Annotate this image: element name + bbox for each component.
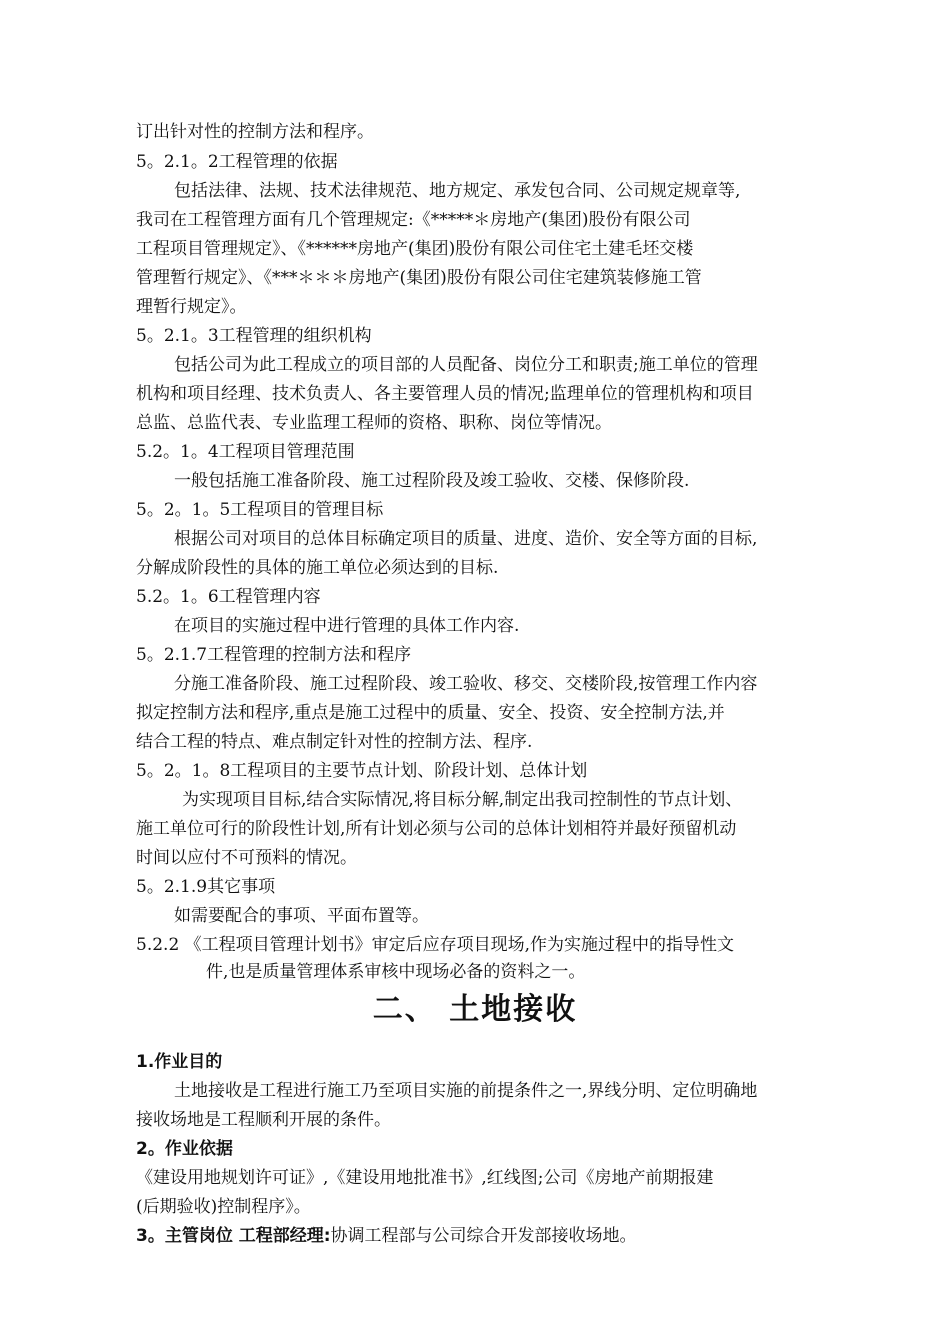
paragraph-line: (后期验收)控制程序》。 [136,1197,311,1217]
paragraph-line: 时间以应付不可预料的情况。 [136,848,357,868]
section-heading: 5.2。1。4工程项目管理范围 [136,442,355,462]
paragraph-line: 件,也是质量管理体系审核中现场必备的资料之一。 [206,962,586,982]
paragraph-line: 机构和项目经理、技术负责人、各主要管理人员的情况;监理单位的管理机构和项目 [136,384,754,404]
paragraph-line: 拟定控制方法和程序,重点是施工过程中的质量、安全、投资、安全控制方法,并 [136,703,725,723]
paragraph-line: 工程项目管理规定》、《******房地产(集团)股份有限公司住宅土建毛坯交楼 [136,239,694,259]
section-heading: 5。2.1.7工程管理的控制方法和程序 [136,645,412,665]
section-heading: 5。2。1。8工程项目的主要节点计划、阶段计划、总体计划 [136,761,588,781]
paragraph-line: 如需要配合的事项、平面布置等。 [174,906,429,926]
section-heading: 5.2。1。6工程管理内容 [136,587,321,607]
section-heading: 5。2.1.9其它事项 [136,877,276,897]
section-heading [136,1226,637,1246]
paragraph-line: 为实现项目目标,结合实际情况,将目标分解,制定出我司控制性的节点计划、 [182,790,743,810]
section-heading: 5。2.1。3工程管理的组织机构 [136,326,372,346]
chapter-title: 二、 土地接收 [372,992,578,1027]
section-heading: 5。2.1。2工程管理的依据 [136,152,338,172]
role-label: 3。主管岗位 工程部经理: [136,1226,331,1246]
paragraph-line: 包括公司为此工程成立的项目部的人员配备、岗位分工和职责;施工单位的管理 [174,355,758,375]
paragraph-line: 一般包括施工准备阶段、施工过程阶段及竣工验收、交楼、保修阶段. [174,471,690,491]
paragraph-line: 在项目的实施过程中进行管理的具体工作内容. [174,616,520,636]
paragraph-line: 土地接收是工程进行施工乃至项目实施的前提条件之一,界线分明、定位明确地 [174,1081,758,1101]
paragraph-line: 我司在工程管理方面有几个管理规定:《*****＊房地产(集团)股份有限公司 [136,210,691,230]
paragraph-line: 结合工程的特点、难点制定针对性的控制方法、程序. [136,732,533,752]
paragraph-line: 管理暂行规定》、《***＊＊＊房地产(集团)股份有限公司住宅建筑装修施工管 [136,268,702,288]
paragraph-line: 接收场地是工程顺利开展的条件。 [136,1110,391,1130]
paragraph-line: 施工单位可行的阶段性计划,所有计划必须与公司的总体计划相符并最好预留机动 [136,819,737,839]
section-heading: 2。作业依据 [136,1139,233,1159]
paragraph-line: 总监、总监代表、专业监理工程师的资格、职称、岗位等情况。 [136,413,612,433]
section-heading: 5.2.2 《工程项目管理计划书》审定后应存项目现场,作为实施过程中的指导性文 [136,935,735,955]
paragraph-line: 《建设用地规划许可证》,《建设用地批准书》,红线图;公司《房地产前期报建 [136,1168,714,1188]
paragraph-line: 订出针对性的控制方法和程序。 [136,122,374,142]
role-description: 协调工程部与公司综合开发部接收场地。 [330,1226,637,1246]
paragraph-line: 包括法律、法规、技术法律规范、地方规定、承发包合同、公司规定规章等, [174,181,741,201]
paragraph-line: 根据公司对项目的总体目标确定项目的质量、进度、造价、安全等方面的目标, [174,529,758,549]
section-heading: 5。2。1。5工程项目的管理目标 [136,500,384,520]
section-heading: 1.作业目的 [136,1052,223,1072]
paragraph-line: 分解成阶段性的具体的施工单位必须达到的目标. [136,558,499,578]
paragraph-line: 理暂行规定》。 [136,297,247,317]
paragraph-line: 分施工准备阶段、施工过程阶段、竣工验收、移交、交楼阶段,按管理工作内容 [174,674,758,694]
